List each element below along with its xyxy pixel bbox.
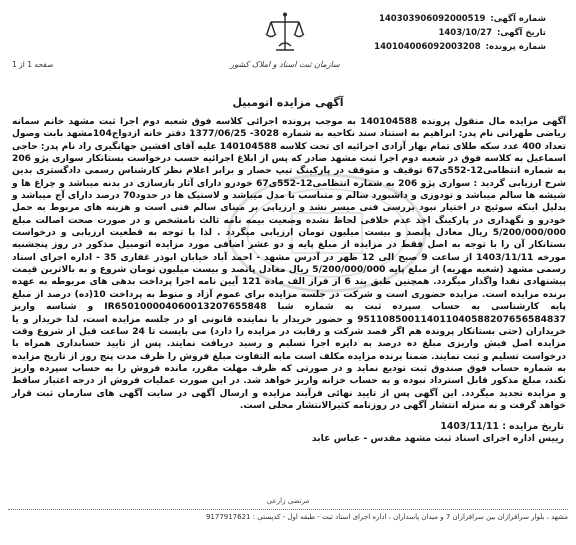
- signature-block: [264, 421, 564, 445]
- file-number-row: [374, 40, 546, 54]
- notice-number: 140303906092000519: [378, 14, 486, 24]
- footer-divider: [8, 509, 568, 510]
- page-counter: صفحه 1 از 1: [12, 60, 54, 69]
- notice-number-label: شماره آگهی:: [490, 14, 546, 24]
- footer-address: مشهد ، بلوار سرافرازان بین سرافرازان 7 و میدان پاسداران ، اداره اجرای اسناد ثبت - طبقه اول - کدپستی : 9177917621: [205, 513, 568, 521]
- notice-date-label: تاریخ آگهی:: [496, 28, 546, 38]
- organization-name: سازمان ثبت اسناد و املاک کشور: [230, 60, 340, 69]
- footer-label: مرتضی زارعی: [266, 497, 310, 505]
- notice-paragraph: آگهی مزایده مال منقول پرونده 140104588 به موجب پرونده اجرائی کلاسه فوق شعبه دوم اجرا ثبت مشهد خانم سمانه ریاضی طهرانی نام پدر: ابراهیم به استناد سند نکاحیه به شماره 3028- 1377/06/25 دفتر خانه ازدواج104مشهد بابت وصول تعداد 400 عدد سکه طلای تمام بهار آزادی اجرائیه ای تحت کلاسه 140104588 علیه آقای افشین جهانگیری راد نام پدر: حاجی اسماعیل به کلاسه فوق در شعبه دوم اجرا ثبت مشهد صادر که پس از ابلاغ اجرائیه حسب درخواست بستانکار سواری پژو 206 به شماره انتظامی12-552ی67 توقیف و متوقف در پارکینگ تیپ حصار و برابر اعلام نظر کارشناس رسمی دادگستری بدین شرح ارزیابی گردید : سواری پژو 206 به شماره انتظامی12-552ی67 خودرو دارای آثار بازسازی در بدنه میباشد و چراغ ها و شیشه ها سالم میباشد و تودوزی و داشبورد سالم و متناسب با مدل میباشد و لاستیک ها در حدود70 درصد دارای آج میباشد و بدلیل اینکه سوئیچ در اختیار نبود بررسی فنی میسر نشد و ارزیابی بر مبنای سالم فنی است و هزینه های مربوط به حمل خودرو و نگهداری در پارکینگ اخذ عدم خلافی لحاظ نشده وضعیت بیمه نامه ثالث نامشخص و در صورت صحت اصالت مبلغ 5/200/000/000 ریال معادل پانصد و بیست میلیون تومان ارزیابی میگردد . لذا با توجه به قطعیت ارزیابی و درخواست بستانکار آن را با توجه به اصل فقط در مزایده از مبلغ پایه و دو عشر اضافی مورد مزایده اتومبیل مذکور در روز پنجشنبه مورخه 1403/11/11 از ساعت 9 صبح الی 12 ظهر در آدرس مشهد - احمد آباد خیابان ابوذر غفاری 35 - اداره اجرای اسناد رسمی مشهد (شعبه مهریه) از مبلغ پایه 5/200/000/000 ریال معادل پانصد و بیست میلیون تومان شروع و به بالاترین قیمت پیشنهادی نقدا واگذار میگردد. همچنین طبق بند 6 از فراز الف ماده 121 آیین نامه اجرا پرداخت بدهی های مربوطه به عهده برنده مزایده است. مزایده حضوری است و شرکت در جلسه مزایده برای عموم آزاد و منوط به پرداخت 10(ده) درصد از مبلغ پایه کارشناسی به حساب سپرده ثبت به شماره شبا IR650100004060013207655848 و شناسه واریز 951108500114011040588207656584837 و حضور خریدار یا نماینده قانونی او در جلسه مزایده است، لذا خریدار و یا خریداران (حتی بستانکار پرونده هم اگر قصد شرکت و رقابت در مزایده را دارد) می بایست تا 24 ساعت قبل از شروع وقت مزایده اصل فیش واریزی مبلغ ده درصد به دایره اجرا تسلیم و رسید دریافت نمایند. پس از تایید حسابداری همراه با درخواست تسلیم و ثبت نمایند. ضمنا برنده مزایده مکلف است مابه التفاوت مبلغ فروش را ظرف مدت پنج روز از تاریخ مزایده به شماره حساب فوق صندوق ثبت تودیع نماید و در صورتی که ظرف مهلت مقرر، مانده فروش را به حساب سپرده واریز نکند، مبلغ مذکور قابل استرداد نبوده و به حساب خزانه واریز خواهد شد. در این صورت عملیات فروش از درجه اعتبار ساقط و مزایده تجدید میگردد. این آگهی پس از تایید نهائی فرآیند مزایده و ارسال آگهی در سایت آگهی های سازمان ثبت قرار خواهد گرفت و به منزله انتشار آگهی در روزنامه کثیرالانتشار محلی است.: [12, 117, 567, 411]
- file-number-label: شماره پرونده:: [485, 42, 546, 52]
- notice-meta: [374, 12, 546, 54]
- notice-date: 1403/10/27: [438, 28, 492, 38]
- auction-date-line: تاریخ مزایده : 1403/11/11: [440, 421, 564, 432]
- file-number: 140104006092003208: [374, 42, 481, 52]
- signature-line: رییس اداره اجرای اسناد ثبت مشهد مقدس - عباس عابد: [311, 433, 564, 444]
- judiciary-emblem-icon: [262, 10, 308, 56]
- notice-body: [12, 116, 566, 412]
- notice-number-row: [378, 12, 546, 26]
- document-title: آگهی مزایده اتومبیل: [232, 96, 344, 109]
- notice-date-row: [396, 26, 546, 40]
